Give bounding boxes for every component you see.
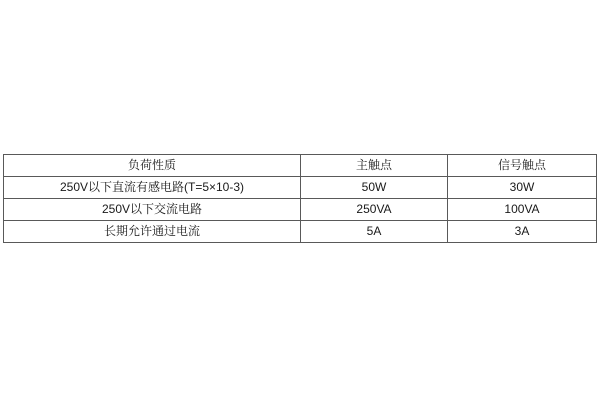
cell-load-nature: 250V以下直流有感电路(T=5×10-3) (4, 177, 301, 199)
header-load-nature: 负荷性质 (4, 155, 301, 177)
cell-signal-contact-value: 100VA (448, 199, 597, 221)
header-signal-contact: 信号触点 (448, 155, 597, 177)
header-row (4, 155, 597, 177)
table-row (4, 199, 597, 221)
table-row (4, 221, 597, 243)
cell-main-contact-value: 250VA (301, 199, 448, 221)
cell-main-contact-value: 5A (301, 221, 448, 243)
cell-load-nature: 250V以下交流电路 (4, 199, 301, 221)
cell-load-nature: 长期允许通过电流 (4, 221, 301, 243)
header-main-contact: 主触点 (301, 155, 448, 177)
contact-load-spec-table (3, 154, 597, 243)
cell-main-contact-value: 50W (301, 177, 448, 199)
cell-signal-contact-value: 30W (448, 177, 597, 199)
cell-signal-contact-value: 3A (448, 221, 597, 243)
table-row (4, 177, 597, 199)
